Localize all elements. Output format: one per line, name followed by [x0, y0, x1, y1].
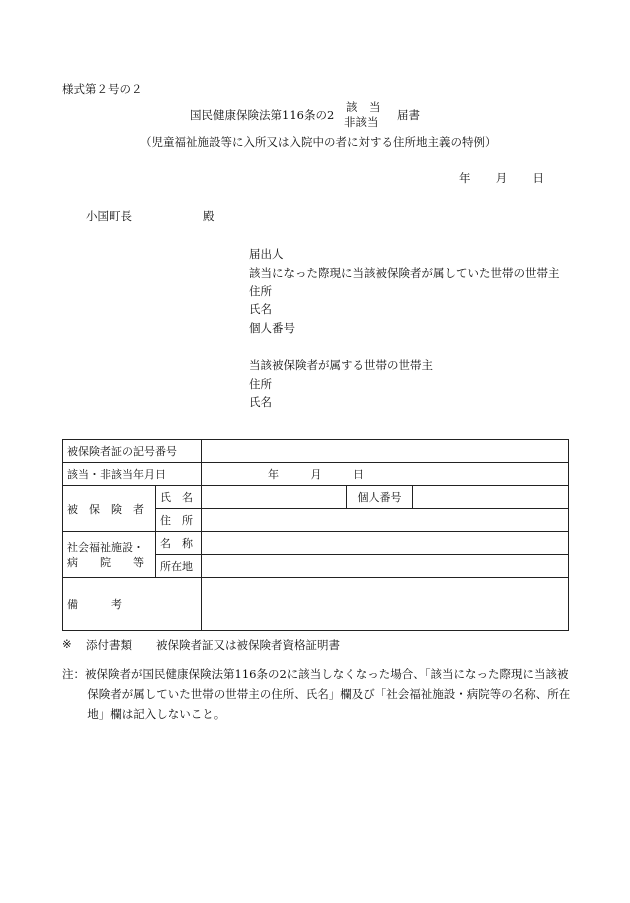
date-year: 年: [459, 171, 471, 185]
table-row: [63, 486, 569, 509]
applicable-date-field[interactable]: [202, 463, 569, 486]
current-head-address-label: 住所: [249, 377, 272, 391]
table-row: [63, 532, 569, 555]
date-line: [459, 170, 544, 186]
attachment-label: 添付書類: [86, 638, 132, 652]
insurance-card-number-label: 被保険者証の記号番号: [63, 440, 202, 463]
title-main: 国民健康保険法第116条の2: [190, 108, 335, 122]
registration-table: [62, 439, 569, 631]
title-option-applicable: 該 当: [346, 100, 381, 114]
table-row: [63, 463, 569, 486]
table-row: [63, 578, 569, 631]
current-head-heading: 当該被保険者が属する世帯の世帯主: [249, 358, 433, 372]
insured-address-label: 住 所: [156, 509, 202, 532]
form-number: 様式第２号の２: [62, 82, 143, 96]
facility-location-field[interactable]: [202, 555, 569, 578]
applicable-date-day: 日: [353, 468, 364, 481]
table-row: [63, 440, 569, 463]
insurance-card-number-field[interactable]: [202, 440, 569, 463]
insured-person-label: 被 保 険 者: [63, 486, 156, 532]
remarks-label: 備 考: [63, 578, 202, 631]
facility-label-line2: 病 院 等: [67, 555, 144, 569]
facility-name-field[interactable]: [202, 532, 569, 555]
applicant-name-label: 氏名: [249, 302, 272, 316]
insured-name-field[interactable]: [202, 486, 347, 509]
applicable-date-year: 年: [268, 468, 279, 481]
facility-label-line1: 社会福祉施設・: [67, 540, 144, 554]
date-month: 月: [495, 171, 508, 185]
insured-individual-number-field[interactable]: [413, 486, 569, 509]
facility-label: [63, 532, 156, 578]
date-day: 日: [532, 171, 544, 185]
facility-location-label: 所在地: [156, 555, 202, 578]
applicant-subheading: 該当になった際現に当該被保険者が属していた世帯の世帯主: [249, 266, 560, 280]
applicable-date-month: 月: [310, 468, 322, 481]
current-head-name-label: 氏名: [249, 395, 272, 409]
insured-name-label: 氏 名: [156, 486, 202, 509]
remarks-field[interactable]: [202, 578, 569, 631]
footnote: [62, 664, 572, 724]
insured-address-field[interactable]: [202, 509, 569, 532]
applicant-individual-number-label: 個人番号: [249, 321, 295, 335]
applicable-date-label: 該当・非該当年月日: [63, 463, 202, 486]
attachment-text: 被保険者証又は被保険者資格証明書: [156, 638, 340, 652]
addressee-name: 小国町長: [86, 209, 132, 223]
attachment-mark: ※: [62, 637, 72, 651]
subtitle: （児童福祉施設等に入所又は入院中の者に対する住所地主義の特例）: [140, 135, 497, 149]
title-option-not-applicable: 非該当: [344, 115, 379, 129]
facility-name-label: 名 称: [156, 532, 202, 555]
applicant-address-label: 住所: [249, 284, 272, 298]
insured-individual-number-label: 個人番号: [347, 486, 413, 509]
addressee-honorific: 殿: [203, 209, 215, 223]
applicant-heading: 届出人: [249, 247, 284, 261]
title-suffix: 届書: [397, 108, 420, 122]
footnote-text: 注：被保険者が国民健康保険法第116条の2に該当しなくなった場合、「該当になった際現に当該被保険者が属していた世帯の世帯主の住所、氏名」欄及び「社会福祉施設・病院等の名称、所在地」欄は記入しないこと。: [62, 667, 571, 721]
